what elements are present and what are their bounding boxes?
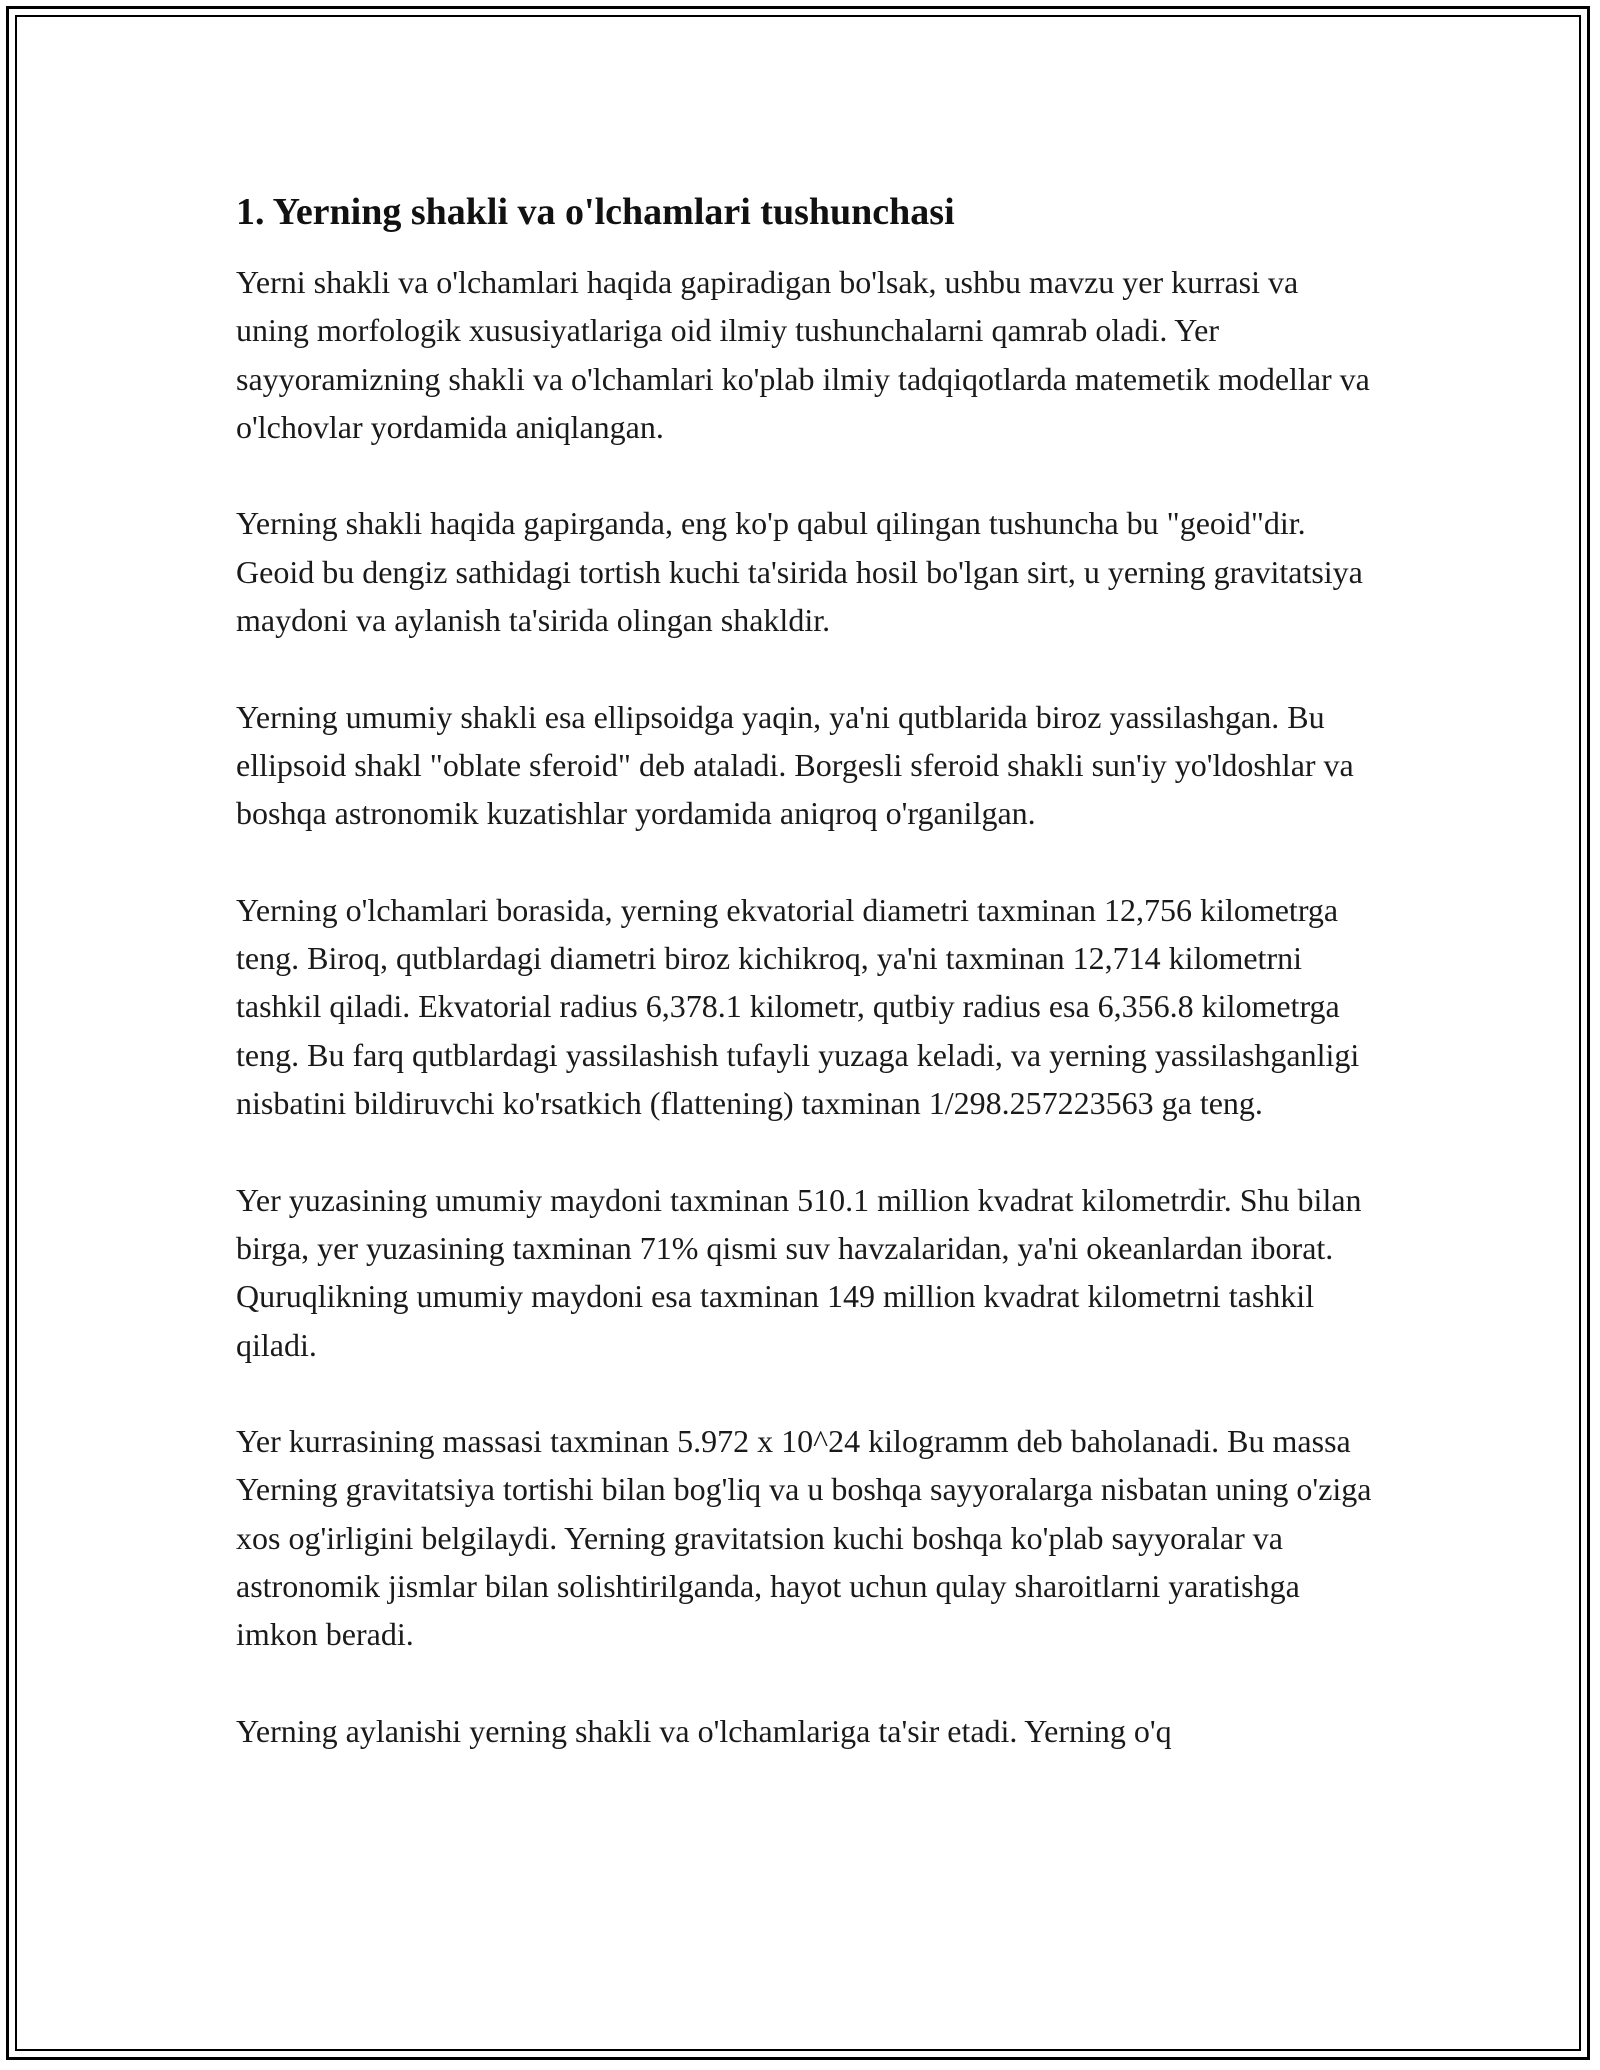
paragraph-intro: Yerni shakli va o'lchamlari haqida gapiradigan bo'lsak, ushbu mavzu yer kurrasi va uning morfologik xususiyatlariga oid ilmiy tushunchalarni qamrab oladi. Yer sayyoramizning shakli va o'lchamlari ko'plab ilmiy tadqiqotlarda matemetik modellar va o'lchovlar yordamida aniqlangan. <box>236 264 1370 445</box>
paragraph-ellipsoid: Yerning umumiy shakli esa ellipsoidga yaqin, ya'ni qutblarida biroz yassilashgan. Bu ellipsoid shakl "oblate sferoid" deb ataladi. Borgesli sferoid shakli sun'iy yo'ldoshlar va boshqa astronomik kuzatishlar yordamida aniqroq o'rganilgan. <box>236 698 1354 832</box>
paragraph-geoid: Yerning shakli haqida gapirganda, eng ko'p qabul qilingan tushuncha bu "geoid"dir. Geoid bu dengiz sathidagi tortish kuchi ta'sirida hosil bo'lgan sirt, u yerning gravitatsiya maydoni va aylanish ta'sirida olingan shakldir. <box>236 505 1363 639</box>
section-heading: 1. Yerning shakli va o'lchamlari tushunchasi <box>236 191 955 233</box>
paragraph-mass: Yer kurrasining massasi taxminan 5.972 x 10^24 kilogramm deb baholanadi. Bu massa Yerning gravitatsiya tortishi bilan bog'liq va u boshqa sayyoralarga nisbatan uning o'ziga xos og'irligini belgilaydi. Yerning gravitatsion kuchi boshqa ko'plab sayyoralar va astronomik jismlar bilan solishtirilganda, hayot uchun qulay sharoitlarni yaratishga imkon beradi. <box>236 1423 1372 1653</box>
document-body <box>236 188 1376 1755</box>
paragraph-rotation: Yerning aylanishi yerning shakli va o'lchamlariga ta'sir etadi. Yerning o'q <box>236 1712 1172 1749</box>
paragraph-surface-area: Yer yuzasining umumiy maydoni taxminan 510.1 million kvadrat kilometrdir. Shu bilan birga, yer yuzasining taxminan 71% qismi suv havzalaridan, ya'ni okeanlardan iborat. Quruqlikning umumiy maydoni esa taxminan 149 million kvadrat kilometrni tashkil qiladi. <box>236 1181 1362 1363</box>
paragraph-dimensions: Yerning o'lchamlari borasida, yerning ekvatorial diametri taxminan 12,756 kilometrga teng. Biroq, qutblardagi diametri biroz kichikroq, ya'ni taxminan 12,714 kilometrni tashkil qiladi. Ekvatorial radius 6,378.1 kilometr, qutbiy radius esa 6,356.8 kilometrga teng. Bu farq qutblardagi yassilashish tufayli yuzaga keladi, va yerning yassilashganligi nisbatini bildiruvchi ko'rsatkich (flattening) taxminan 1/298.257223563 ga teng. <box>236 891 1360 1122</box>
